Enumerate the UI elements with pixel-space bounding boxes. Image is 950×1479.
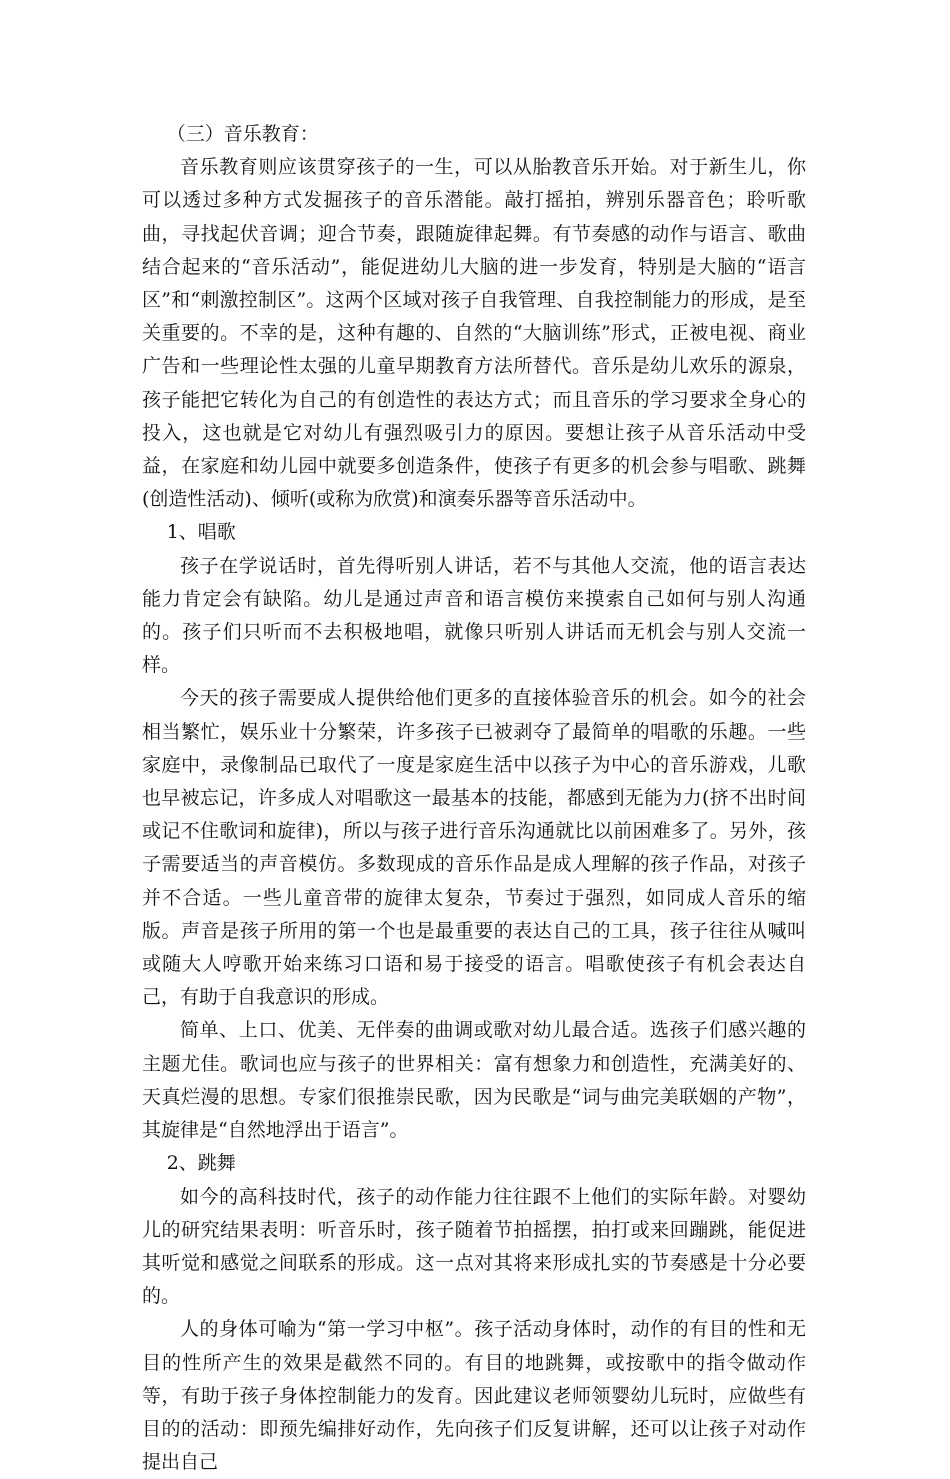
section-heading: （三）音乐教育：	[166, 123, 319, 145]
singing-paragraph-1: 孩子在学说话时，首先得听别人讲话，若不与其他人交流，他的语言表达能力肯定会有缺陷。幼儿是通过声音和语言模仿来摸索自己如何与别人沟通的。孩子们只听而不去积极地唱，就像只听别人讲话而无机会与别人交流一样。	[142, 554, 806, 677]
subsection-heading-singing: 1、唱歌	[166, 521, 236, 544]
singing-paragraph-3: 简单、上口、优美、无伴奏的曲调或歌对幼儿最合适。选孩子们感兴趣的主题尤佳。歌词也应与孩子的世界相关：富有想象力和创造性，充满美好的、天真烂漫的思想。专家们很推崇民歌，因为民歌是“词与曲完美联姻的产物”，其旋律是“自然地浮出于语言”。	[142, 1019, 806, 1142]
dancing-paragraph-2: 人的身体可喻为“第一学习中枢”。孩子活动身体时，动作的有目的性和无目的性所产生的效果是截然不同的。有目的地跳舞，或按歌中的指令做动作等，有助于孩子身体控制能力的发育。因此建议老师领婴幼儿玩时，应做些有目的的活动：即预先编排好动作，先向孩子们反复讲解，还可以让孩子对动作提出自己	[142, 1318, 806, 1474]
document-page	[142, 118, 806, 1479]
subsection-heading-dancing: 2、跳舞	[166, 1152, 236, 1175]
singing-paragraph-2: 今天的孩子需要成人提供给他们更多的直接体验音乐的机会。如今的社会相当繁忙，娱乐业十分繁荣，许多孩子已被剥夺了最简单的唱歌的乐趣。一些家庭中，录像制品已取代了一度是家庭生活中以孩子为中心的音乐游戏，儿歌也早被忘记，许多成人对唱歌这一最基本的技能，都感到无能为力(挤不出时间或记不住歌词和旋律)，所以与孩子进行音乐沟通就比以前困难多了。另外，孩子需要适当的声音模仿。多数现成的音乐作品是成人理解的孩子作品，对孩子并不合适。一些儿童音带的旋律太复杂，节奏过于强烈，如同成人音乐的缩版。声音是孩子所用的第一个也是最重要的表达自己的工具，孩子往往从喊叫或随大人哼歌开始来练习口语和易于接受的语言。唱歌使孩子有机会表达自己，有助于自我意识的形成。	[142, 687, 806, 1009]
dancing-paragraph-1: 如今的高科技时代，孩子的动作能力往往跟不上他们的实际年龄。对婴幼儿的研究结果表明：听音乐时，孩子随着节拍摇摆，拍打或来回蹦跳，能促进其听觉和感觉之间联系的形成。这一点对其将来形成扎实的节奏感是十分必要的。	[142, 1185, 806, 1308]
intro-paragraph: 音乐教育则应该贯穿孩子的一生，可以从胎教音乐开始。对于新生儿，你可以透过多种方式发掘孩子的音乐潜能。敲打摇拍，辨别乐器音色；聆听歌曲，寻找起伏音调；迎合节奏，跟随旋律起舞。有节奏感的动作与语言、歌曲结合起来的“音乐活动”，能促进幼儿大脑的进一步发育，特别是大脑的“语言区”和“刺激控制区”。这两个区域对孩子自我管理、自我控制能力的形成，是至关重要的。不幸的是，这种有趣的、自然的“大脑训练”形式，正被电视、商业广告和一些理论性太强的儿童早期教育方法所替代。音乐是幼儿欢乐的源泉，孩子能把它转化为自己的有创造性的表达方式；而且音乐的学习要求全身心的投入，这也就是它对幼儿有强烈吸引力的原因。要想让孩子从音乐活动中受益，在家庭和幼儿园中就要多创造条件，使孩子有更多的机会参与唱歌、跳舞(创造性活动)、倾听(或称为欣赏)和演奏乐器等音乐活动中。	[142, 156, 806, 511]
